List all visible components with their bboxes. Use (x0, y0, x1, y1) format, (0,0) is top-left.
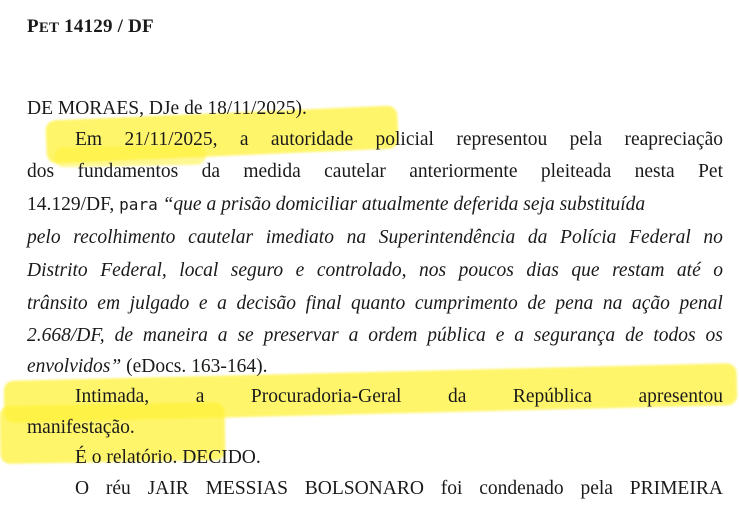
word: 21/11/2025, (124, 129, 218, 150)
word: no (703, 227, 723, 248)
quote-end: envolvidos” (27, 356, 122, 377)
word: nesta (634, 161, 675, 182)
text-line-6 (27, 259, 723, 283)
word: Intimada, (75, 386, 150, 407)
text-line-4 (27, 193, 723, 217)
word: fundamentos (77, 161, 179, 182)
word: República (512, 386, 592, 407)
word: pleiteada (540, 161, 612, 182)
word: cautelar (188, 227, 254, 248)
word: da (527, 227, 548, 248)
word: a (217, 293, 227, 314)
text-line-11: manifestação. (27, 417, 135, 438)
text-line-8 (27, 324, 723, 348)
text-line-1: DE MORAES, DJe de 18/11/2025). (27, 98, 307, 119)
word: 2.668/DF, (27, 325, 105, 346)
word: dos (27, 161, 55, 182)
word: cumprimento (414, 293, 518, 314)
word: poucos (458, 260, 514, 281)
word: segurança (533, 325, 616, 346)
word: penal (679, 293, 723, 314)
word: anteriormente (409, 161, 518, 182)
word: na (602, 293, 623, 314)
case-header-number: 14129 / DF (59, 16, 154, 37)
word: final (305, 293, 342, 314)
word: imediato (265, 227, 334, 248)
word: quanto (351, 293, 406, 314)
word: pública (427, 325, 486, 346)
para-word: para (119, 195, 158, 214)
word: recolhimento (73, 227, 176, 248)
word: seguro (230, 260, 284, 281)
word: pela (580, 478, 613, 499)
word: réu (105, 478, 131, 499)
word: da (447, 386, 467, 407)
word: Procuradoria-Geral (250, 386, 402, 407)
word: foi (440, 478, 463, 499)
word: a (239, 129, 249, 150)
word: Federal, (100, 260, 167, 281)
word: controlado, (316, 260, 407, 281)
word: e (495, 325, 505, 346)
word: de (527, 293, 546, 314)
word: pelo (27, 227, 61, 248)
word: O (75, 478, 90, 499)
text-line-10 (75, 385, 723, 409)
word: policial (375, 129, 434, 150)
case-header-prefix-big: P (27, 16, 39, 37)
word: pena (555, 293, 594, 314)
word: reapreciação (624, 129, 723, 150)
word: ordem (368, 325, 418, 346)
word: Pet (698, 161, 723, 182)
word: a (348, 325, 359, 346)
word: que (571, 260, 600, 281)
word: preservar (263, 325, 339, 346)
word: trânsito (27, 293, 88, 314)
text-line-9 (27, 355, 723, 379)
word: Federal (629, 227, 691, 248)
word: representou (456, 129, 548, 150)
case-header (27, 16, 154, 38)
word: e (295, 260, 305, 281)
word: maneira (142, 325, 208, 346)
word: se (237, 325, 254, 346)
word: na (346, 227, 367, 248)
word: PRIMEIRA (629, 478, 723, 499)
word: os (705, 325, 723, 346)
text-line-5 (27, 226, 723, 250)
word: dias (526, 260, 559, 281)
text-line-7 (27, 292, 723, 316)
word: em (97, 293, 121, 314)
word: julgado (129, 293, 190, 314)
word: Em (75, 129, 103, 150)
word: pela (569, 129, 603, 150)
word: a (514, 325, 524, 346)
word: todos (653, 325, 696, 346)
word: Superintendência (378, 227, 516, 248)
word: a (195, 386, 205, 407)
citation-text: 14.129/DF, (27, 194, 115, 215)
word: medida (243, 161, 301, 182)
edocs-reference: (eDocs. 163-164). (121, 356, 268, 377)
word: a (217, 325, 228, 346)
text-line-3 (27, 160, 723, 184)
text-line-13 (75, 477, 723, 501)
word: condenado (479, 478, 564, 499)
word: Polícia (560, 227, 617, 248)
word: apresentou (638, 386, 723, 407)
case-header-prefix-small: ET (38, 20, 60, 36)
word: BOLSONARO (304, 478, 424, 499)
word: da (201, 161, 220, 182)
word: restam (612, 260, 665, 281)
word: até (676, 260, 701, 281)
text-line-2 (75, 128, 723, 152)
word: e (198, 293, 208, 314)
word: Distrito (27, 260, 88, 281)
word: cautelar (324, 161, 386, 182)
word: ação (631, 293, 670, 314)
quote-text: “que a prisão domiciliar atualmente deferida seja substituída (162, 194, 646, 215)
word: local (179, 260, 219, 281)
word: o (713, 260, 723, 281)
text-line-12: É o relatório. DECIDO. (75, 447, 261, 468)
word: nos (419, 260, 447, 281)
word: MESSIAS (205, 478, 288, 499)
word: de (114, 325, 133, 346)
word: decisão (236, 293, 297, 314)
word: autoridade (270, 129, 354, 150)
word: JAIR (147, 478, 189, 499)
word: de (625, 325, 644, 346)
